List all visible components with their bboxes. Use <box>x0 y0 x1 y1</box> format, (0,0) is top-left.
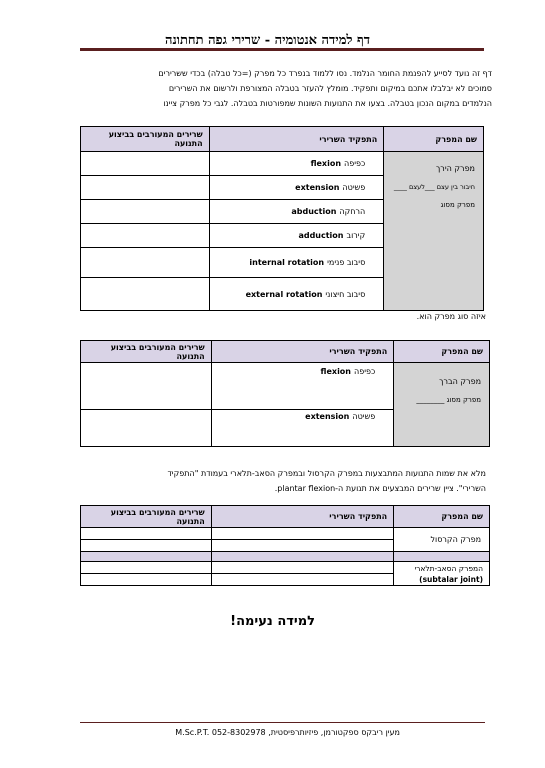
action-cell <box>209 152 384 176</box>
action-en: abduction <box>291 207 337 216</box>
muscles-input-cell[interactable] <box>81 363 212 410</box>
title-divider <box>80 48 484 51</box>
intro-paragraph <box>80 66 492 111</box>
spacer-cell <box>81 552 212 562</box>
action-cell <box>209 176 384 200</box>
action-he: סיבוב חיצוני <box>325 289 366 299</box>
instruction-line: מלא את שמות התנועות המתבצעות במפרק הקרסול ובמפרק הסאב-תלארי בעמודת "התפקיד <box>167 469 486 478</box>
header-joint: שם המפרק <box>384 127 484 152</box>
subtalar-joint-name: המפרק הסאב-תלארי <box>414 563 483 573</box>
action-cell <box>209 278 384 311</box>
intro-line: הנלמדים במקום הנכון בטבלה. בצעו את התנועות השונות שמפורטות בטבלה. לגבי כל מפרק ציינו <box>163 99 492 108</box>
action-input-cell[interactable] <box>211 574 393 586</box>
intro-line: סמוכים לא יבלבלו אתכם במיקום ותפקיד. מומלץ להעזר בטבלה המצורפת ולרשום את השרירים <box>168 84 492 93</box>
action-he: כפיפה <box>344 159 366 168</box>
ankle-table <box>80 505 490 586</box>
subtalar-joint-en: (subtalar joint) <box>419 574 483 584</box>
spacer-cell <box>394 552 490 562</box>
action-input-cell[interactable] <box>211 540 393 552</box>
instruction-line: השרירי". ציין שרירים המבצעים את תנועת ה-plantar flexion. <box>274 484 486 493</box>
action-cell <box>211 410 394 447</box>
action-input-cell[interactable] <box>211 528 393 540</box>
action-he: פשיטה <box>352 412 376 421</box>
hip-joint-cell <box>384 152 484 311</box>
footer-divider <box>80 722 485 723</box>
hip-table <box>80 126 484 311</box>
hip-connection: חיבור בין עצם ___לעצם ____ <box>393 183 475 191</box>
action-he: קירוב <box>346 231 366 240</box>
muscles-input-cell[interactable] <box>81 152 210 176</box>
action-en: adduction <box>298 231 344 240</box>
action-en: flexion <box>310 159 342 168</box>
muscles-input-cell[interactable] <box>81 200 210 224</box>
hip-joint-name: מפרק הירך <box>436 164 475 173</box>
footer-text: מעין ריבקס ספקטורמן, פיזיותרפיסטית, M.Sc.P.T. 052-8302978 <box>175 728 400 737</box>
subtalar-joint-cell <box>394 562 490 586</box>
action-input-cell[interactable] <box>211 562 393 574</box>
ankle-joint-name: מפרק הקרסול <box>430 535 481 544</box>
ankle-instructions <box>80 466 486 496</box>
knee-type: מפרק מסוג ________ <box>416 396 481 404</box>
knee-table <box>80 340 490 447</box>
knee-joint-cell <box>394 363 490 447</box>
action-he: פשיטה <box>342 183 366 192</box>
action-cell <box>209 200 384 224</box>
muscles-input-cell[interactable] <box>81 176 210 200</box>
action-he: הרחקה <box>339 207 366 216</box>
page-title: דף למידה אנטומיה - שרירי גפה תחתונה <box>164 33 370 48</box>
muscles-input-cell[interactable] <box>81 528 212 540</box>
hip-type: מפרק מסוג <box>440 201 475 209</box>
header-action: התפקיד השרירי <box>211 506 393 528</box>
action-en: flexion <box>320 367 351 376</box>
action-cell <box>209 224 384 248</box>
action-en: external rotation <box>245 289 323 299</box>
hip-note: איזה סוג מפרק הוא. <box>416 312 486 321</box>
header-action: התפקיד השרירי <box>211 341 394 363</box>
action-en: internal rotation <box>249 258 325 267</box>
muscles-input-cell[interactable] <box>81 224 210 248</box>
action-en: extension <box>295 183 340 192</box>
muscles-input-cell[interactable] <box>81 410 212 447</box>
action-en: extension <box>305 412 350 421</box>
header-muscles: שרירים המעורבים בביצוע התנועה <box>81 341 212 363</box>
header-joint: שם המפרק <box>394 341 490 363</box>
spacer-cell <box>211 552 393 562</box>
ankle-joint-cell <box>394 528 490 552</box>
muscles-input-cell[interactable] <box>81 562 212 574</box>
action-cell <box>209 248 384 278</box>
intro-line: דף זה נועד לסייע להפנמת החומר הנלמד. נסו ללמוד בנפרד כל מפרק (=כל טבלה) בכדי ששרירים <box>158 69 492 78</box>
muscles-input-cell[interactable] <box>81 248 210 278</box>
muscles-input-cell[interactable] <box>81 278 210 311</box>
action-he: כפיפה <box>354 367 376 376</box>
header-muscles: שרירים המעורבים בביצוע התנועה <box>81 506 212 528</box>
action-he: סיבוב פנימי <box>327 258 366 267</box>
muscles-input-cell[interactable] <box>81 574 212 586</box>
closing-text: למידה נעימה! <box>230 614 315 629</box>
header-muscles: שרירים המעורבים בביצוע התנועה <box>81 127 210 152</box>
header-action: התפקיד השרירי <box>209 127 384 152</box>
muscles-input-cell[interactable] <box>81 540 212 552</box>
action-cell <box>211 363 394 410</box>
knee-joint-name: מפרק הברך <box>439 377 481 386</box>
header-joint: שם המפרק <box>394 506 490 528</box>
